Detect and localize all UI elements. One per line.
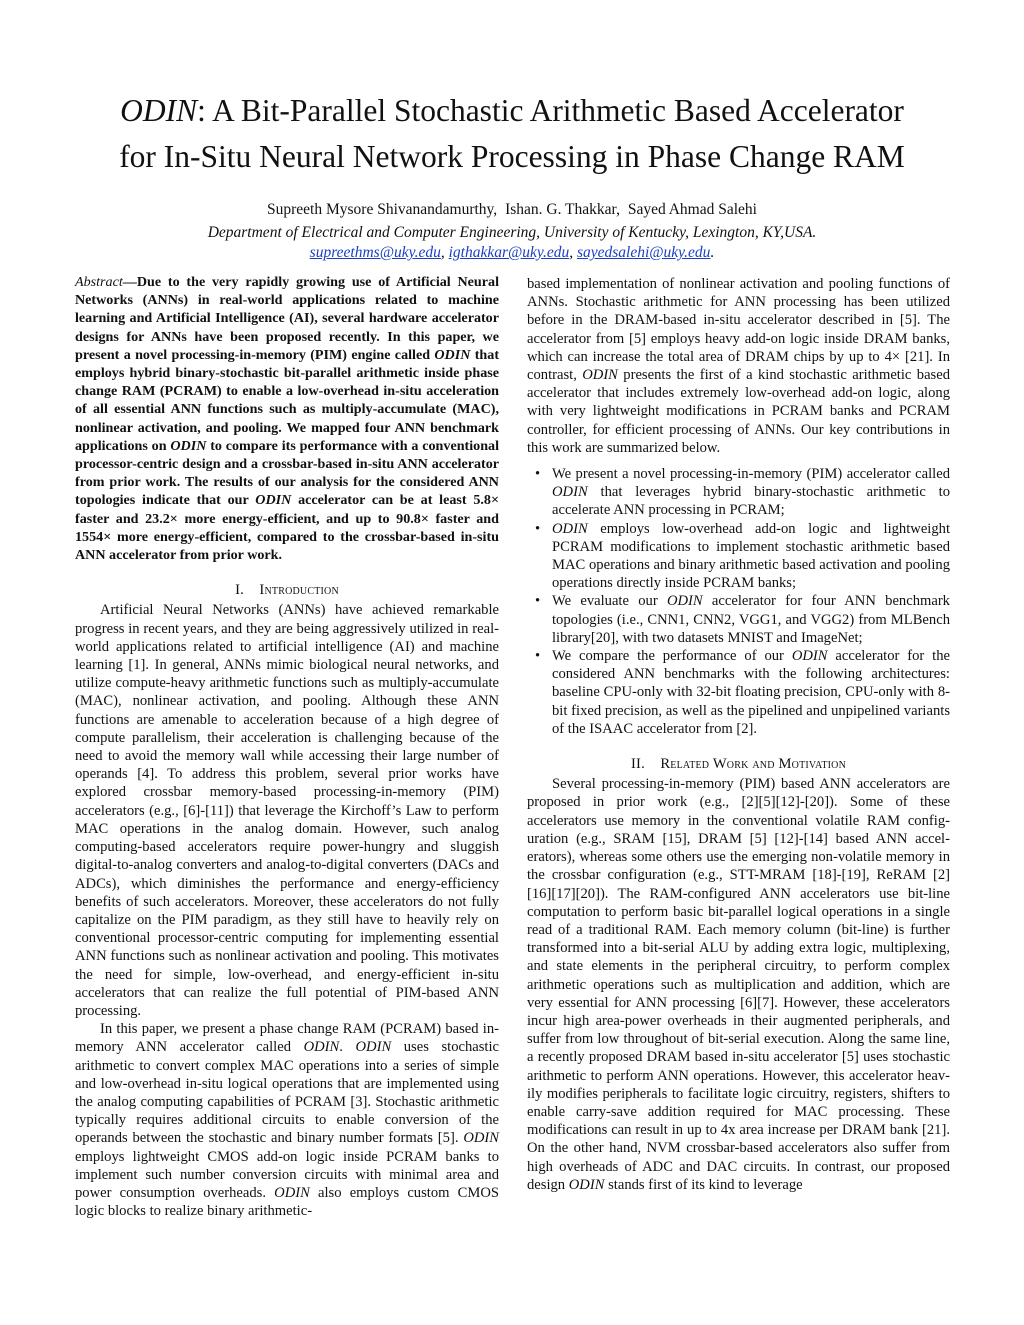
author-list (60, 199, 964, 221)
bullet-icon: • (535, 593, 541, 610)
list-item: • ODIN employs low-overhead add-on logic and lightweight PCRAM modifications to implement stochastic arithmetic based MAC operations and binary arithmetic based activation and pooling operations directly inside PCRAM banks; (535, 520, 950, 592)
intro-paragraph-2: In this paper, we present a phase change RAM (PCRAM) based in-memory ANN accelerator called ODIN. ODIN uses stochastic arithmetic to convert complex MAC operations into a series of simple and low-overhead in-situ logical operations that are implemented using the analog computing capabilities of PCRAM [3]. Stochastic arithmetic typically requires additional circuits to enable conversion of the operands between the stochastic and binary number formats [5]. ODIN employs lightweight CMOS add-on logic inside PCRAM banks to implement such number conversion circuits with minimal area and power consumption overheads. ODIN also employs custom CMOS logic blocks to realize binary arithmetic- (75, 1021, 500, 1220)
list-item: • We present a novel processing-in-memory (PIM) accelerator called ODIN that leverages hybrid binary-stochastic arithmetic to accelerate ANN processing in PCRAM; (535, 466, 950, 519)
bullet-icon: • (535, 520, 541, 537)
title-line1: : A Bit-Parallel Stochastic Arithmetic Based Accelerator (197, 93, 904, 128)
email-list: supreethms@uky.edu, igthakkar@uky.edu, sayedsalehi@uky.edu. (309, 244, 715, 261)
author-2: Ishan. G. Thakkar, (505, 201, 620, 218)
author-1: Supreeth Mysore Shivanandamurthy, (267, 201, 498, 218)
affiliation: Department of Electrical and Computer Engineering, University of Kentucky, Lexington, KY,USA. (207, 224, 817, 241)
title-line2: for In-Situ Neural Network Processing in Phase Change RAM (119, 139, 905, 174)
bullet-icon: • (535, 648, 541, 665)
email-link-3[interactable]: sayedsalehi@uky.edu (576, 244, 711, 261)
section-heading-related-work: II. Related Work and Motivation (630, 756, 847, 773)
email-link-1[interactable]: supreethms@uky.edu (309, 244, 441, 261)
email-link-2[interactable]: igthakkar@uky.edu (448, 244, 570, 261)
abstract: Abstract—Due to the very rapidly growing use of Artificial Neural Networks (ANNs) in real-world applications related to machine learning and Artificial Intelligence (AI), several hardware accelerator designs for ANNs have been proposed recently. In this paper, we present a novel processing-in-memory (PIM) engine called ODIN that employs hybrid binary-stochastic bit-parallel arithmetic inside phase change RAM (PCRAM) to enable a low-overhead in-situ acceleration of all essential ANN functions such as multiply-accumulate (MAC), nonlinear activation, and pooling. We mapped four ANN benchmark applications on ODIN to compare its performance with a conventional processor-centric design and a crossbar-based in-situ ANN accelerator from prior work. The results of our analysis for the considered ANN topologies indicate that our ODIN accelerator can be at least 5.8× faster and 23.2× more energy-efficient, and up to 90.8× faster and 1554× more energy-efficient, compared to the crossbar-based in-situ ANN accelerator from prior work. (75, 274, 500, 564)
paper-title (60, 88, 964, 180)
left-column (75, 273, 499, 1220)
contributions-list (527, 465, 950, 738)
section-heading-introduction: I. Introduction (235, 582, 339, 599)
author-3: Sayed Ahmad Salehi (627, 201, 757, 218)
intro-paragraph-1: Artificial Neural Networks (ANNs) have achieved remarkable progress in recent years, and they are being aggressively utilized in real-world applications related to artificial intelligence (AI) and machine learning [1]. In general, ANNs mimic biological neural networks, and utilize compute-heavy arithmetic functions such as multiply-accumulate (MAC), nonlinear activation, and pooling. Although these ANN functions are amenable to acceleration because of a high degree of compute parallelism, their acceleration is challenging because of the need to avoid the memory wall while accessing their large number of operands [4]. To address this problem, several prior works have explored crossbar memory-based processing-in-memory (PIM) accelerators (e.g., [6]-[11]) that leverage the Kirchoff’s Law to perform MAC operations in the analog domain. However, such analog computing-based accelerators require power-hungry and sluggish digital-to-analog converters and analog-to-digital converters (DACs and ADCs), which diminishes the performance and energy-efficiency benefits of such accelerators. Moreover, these accelerators do not fully capitalize on the PIM paradigm, as they still have to heavily rely on conventional processor-centric computing for implementing essential ANN functions such as nonlinear activation and pooling. This motivates the need for simple, low-overhead, and energy-efficient in-situ accelerators that can realize the full potential of PIM-based ANN processing. (75, 602, 499, 1019)
intro-paragraph-3: based implementation of nonlinear activation and pooling functions of ANNs. Stochastic arithmetic for ANN processing has been utilized before in the DRAM-based in-situ accelerator described in [5]. The accelerator from [5] employs heavy add-on logic inside DRAM banks, which can increase the total area of DRAM chips by up to 4× [21]. In contrast, ODIN presents the first of a kind stochastic arithmetic based accelerator that includes extremely low-overhead add-on logic, along with very lightweight modifications in PCRAM banks and PCRAM controller, for efficient processing of ANNs. Our key contributions in this work are summarized below. (527, 276, 950, 456)
bullet-icon: • (535, 466, 541, 483)
right-column (527, 275, 950, 1194)
related-paragraph-1: Several processing-in-memory (PIM) based ANN accelerators are proposed in prior work (e.g., [2][5][12]-[20]). Some of these accelerators use memory in the conventional volatile RAM configuration (e.g., SRAM [15], DRAM [5] [12]-[14] based ANN accelerators), whereas some others use the emerging non-volatile memory in the crossbar configuration (e.g., STT-MRAM [18]-[19], ReRAM [2][16][17][20]). The RAM-configured ANN accelerators use bit-line computation to perform basic bit-parallel logical operations in a single read of a traditional RAM. Each memory column (bit-line) is further transformed into a bit-serial ALU by adding extra logic, multiplexing, and state elements in the peripheral circuitry, to perform complex arithmetic operations such as multiplication and addition, which are very essential for ANN processing [6][7]. However, these accelerators incur high area-power overheads in their augmented peripherals, and suffer from low throughout of bit-serial execution. Along the same line, a recently proposed DRAM based in-situ accelerator [5] uses stochastic arithmetic to perform ANN operations. However, this accelerator heavily modifies peripherals to facilitate logic circuitry, registers, shifters to enable carry-save addition required for MAC processing. These modifications can result in up to 4x area increase per DRAM bank [21]. On the other hand, NVM crossbar-based accelerators also suffer from high overheads of ADC and DAC circuits. In contrast, our proposed design ODIN stands first of its kind to leverage (527, 776, 950, 1193)
list-item: • We compare the performance of our ODIN accelerator for the considered ANN benchmarks with the following architectures: baseline CPU-only with 32-bit floating precision, CPU-only with 8-bit fixed precision, as well as the pipelined and unpipelined variants of the ISAAC accelerator from [2]. (535, 648, 950, 737)
abstract-lead: Abstract (75, 274, 123, 290)
title-odin: ODIN (120, 93, 198, 128)
list-item: • We evaluate our ODIN accelerator for four ANN benchmark topologies (i.e., CNN1, CNN2, VGG1, and VGG2) from MLBench library[20], with two datasets MNIST and ImageNet; (535, 593, 950, 646)
